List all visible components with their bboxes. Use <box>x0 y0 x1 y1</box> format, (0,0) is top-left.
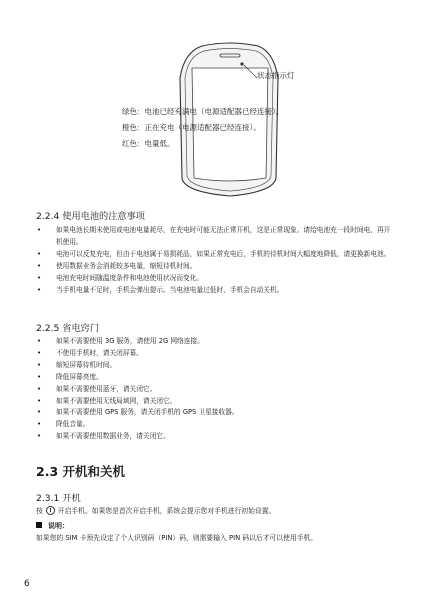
note-label: 说明： <box>48 522 69 530</box>
list-item: • 如果不需要使用 GPS 服务，请关闭手机的 GPS 卫星接收器。 <box>36 407 391 419</box>
power-saving-list <box>36 336 391 443</box>
legend-orange: 橙色：正在充电（电源适配器已经连接）。 <box>122 123 261 132</box>
heading-2-2-5: 2.2.5 省电窍门 <box>36 323 100 334</box>
list-item: • 使用数据业务会消耗较多电量，缩短待机时间。 <box>36 261 391 273</box>
status-indicator-label: 状态指示灯 <box>257 71 295 80</box>
power-icon <box>46 506 55 515</box>
list-item: • 缩短屏幕待机时间。 <box>36 360 391 372</box>
page-number: 6 <box>24 579 30 589</box>
power-on-paragraph <box>36 506 395 517</box>
heading-2-2-4: 2.2.4 使用电池的注意事项 <box>36 211 145 222</box>
list-item: • 如果不需要使用数据业务，请关闭它。 <box>36 431 391 443</box>
legend-red: 红色：电量低。 <box>122 139 175 148</box>
note-square-icon <box>36 522 42 528</box>
heading-2-3: 2.3 开机和关机 <box>36 464 125 479</box>
list-item: • 降低屏幕亮度。 <box>36 372 391 384</box>
status-led <box>240 62 243 65</box>
heading-2-3-1: 2.3.1 开机 <box>36 493 81 504</box>
list-item: • 如果不需要使用蓝牙，请关闭它。 <box>36 384 391 396</box>
list-item: • 如果电池长期未使用或电池电量耗尽，在充电时可能无法正常开机，这是正常现象。请给电池充一段时间电，再开机使用。 <box>36 225 391 249</box>
list-item: • 不使用手机时，请关闭屏幕。 <box>36 348 391 360</box>
list-item: • 电池充电时间随温度条件和电池使用状况而变化。 <box>36 273 391 285</box>
para-before-text: 按 <box>36 507 43 515</box>
list-item: • 当手机电量不足时，手机会弹出提示。当电池电量过低时，手机会自动关机。 <box>36 285 391 297</box>
list-item: • 如果不需要使用 3G 服务，请使用 2G 网络连接。 <box>36 336 391 348</box>
list-item: • 降低音量。 <box>36 419 391 431</box>
list-item: • 如果不需要使用无线局域网，请关闭它。 <box>36 396 391 408</box>
para-after-text: 开启手机。如果您是首次开启手机，系统会提示您对手机进行初始设置。 <box>57 507 276 515</box>
note-text: 如果您的 SIM 卡预先设定了个人识别码（PIN）码，则需要输入 PIN 码以后才可以使用手机。 <box>36 534 318 542</box>
note-heading <box>36 521 69 531</box>
led-color-legend <box>122 104 283 152</box>
battery-notes-list <box>36 225 391 296</box>
list-item: • 电池可以反复充电，但由于电池属于易损耗品，如果正常充电后，手机的待机时间大幅度地降低，请更换新电池。 <box>36 249 391 261</box>
legend-green: 绿色：电池已经充满电（电源适配器已经连接）。 <box>122 107 284 116</box>
